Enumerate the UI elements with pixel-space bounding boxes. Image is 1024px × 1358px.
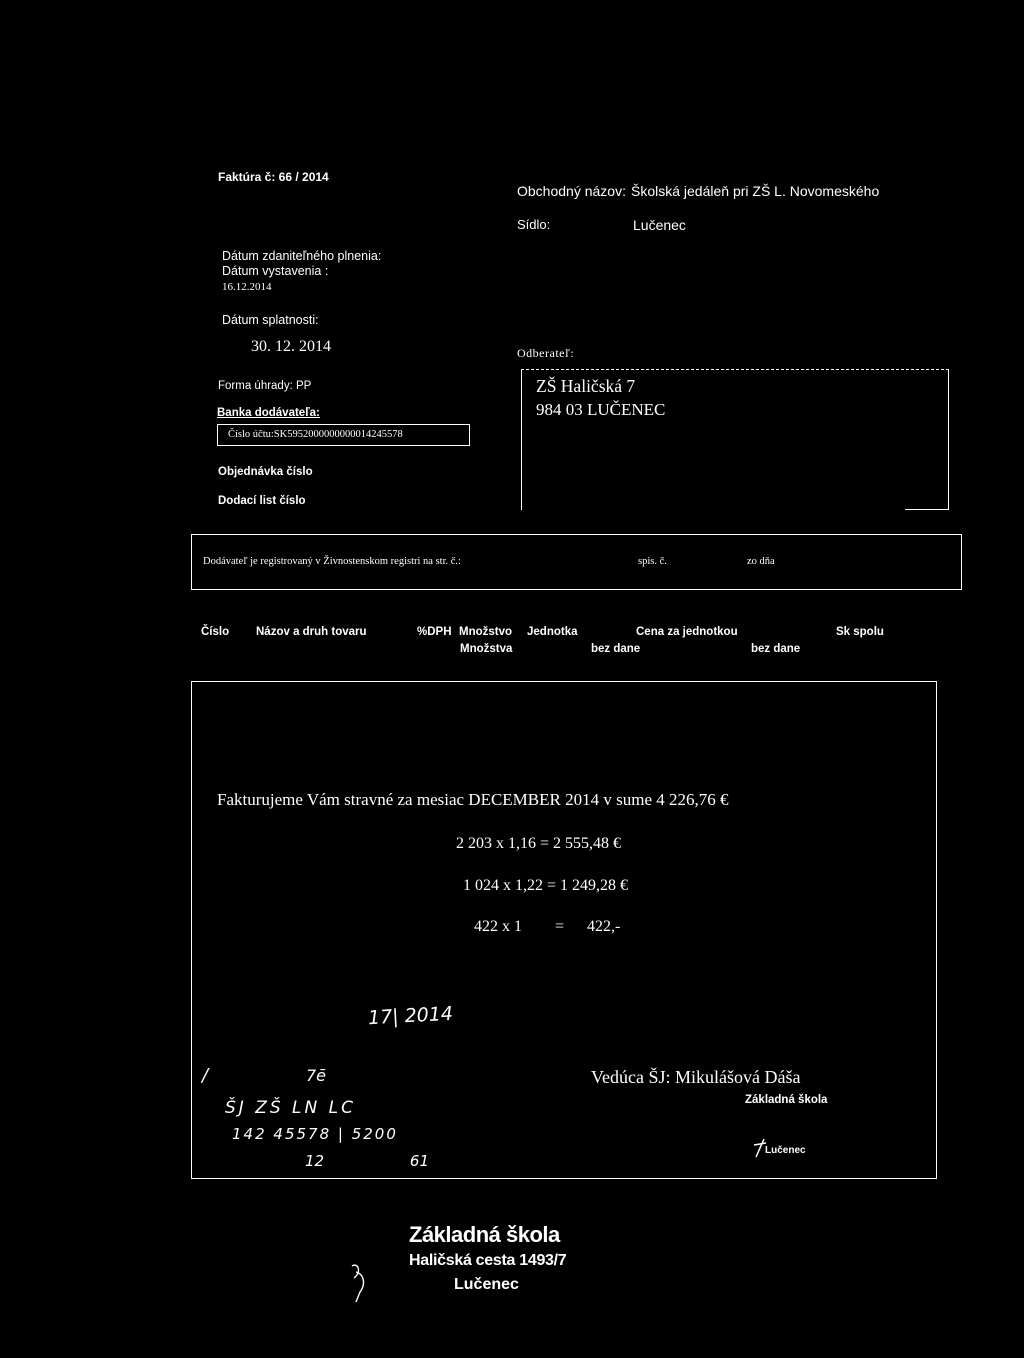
trade-name-label: Obchodný názov: bbox=[517, 183, 626, 199]
order-number-label: Objednávka číslo bbox=[218, 466, 313, 478]
signatory: Vedúca ŠJ: Mikulášová Dáša bbox=[591, 1067, 801, 1087]
footer-signature-icon bbox=[348, 1262, 372, 1304]
delivery-note-label: Dodací list číslo bbox=[218, 495, 306, 507]
col-unit-price: Cena za jednotkou bbox=[636, 626, 738, 638]
issue-date-label: Dátum vystavenia : bbox=[222, 264, 329, 278]
hand-stamp-line2: 142 45578 | 5200 bbox=[232, 1125, 398, 1143]
bank-label: Banka dodávateľa: bbox=[217, 407, 320, 419]
customer-label: Odberateľ: bbox=[517, 346, 575, 360]
due-date-value: 30. 12. 2014 bbox=[251, 338, 331, 355]
invoice-title: Faktúra č: 66 / 2014 bbox=[218, 170, 329, 184]
stamp-city: Lučenec bbox=[765, 1145, 806, 1156]
col-excl-tax-2: bez dane bbox=[751, 643, 801, 655]
payment-form: Forma úhrady: PP bbox=[218, 380, 312, 392]
col-unit: Jednotka bbox=[527, 626, 578, 638]
taxable-date-label: Dátum zdaniteľného plnenia: bbox=[222, 249, 382, 263]
footer-stamp-line3: Lučenec bbox=[454, 1276, 519, 1293]
calc-line-1: 2 203 x 1,16 = 2 555,48 € bbox=[456, 835, 622, 852]
account-number: Číslo účtu:SK5952000000000014245578 bbox=[228, 429, 403, 440]
hand-mark-2: 7ē bbox=[306, 1066, 327, 1085]
seat-value: Lučenec bbox=[633, 217, 686, 233]
customer-box-bottom bbox=[905, 509, 949, 510]
calc-line-3-eq: = bbox=[555, 918, 565, 935]
col-number: Číslo bbox=[201, 626, 230, 638]
col-excl-tax-1: bez dane bbox=[591, 643, 641, 655]
customer-box-left bbox=[521, 369, 522, 510]
col-total: Sk spolu bbox=[836, 626, 884, 638]
registration-text: Dodávateľ je registrovaný v Živnostenskom registri na str. č.: bbox=[203, 556, 461, 567]
col-vat: %DPH bbox=[417, 626, 452, 638]
due-date-label: Dátum splatnosti: bbox=[222, 313, 319, 327]
calc-line-2: 1 024 x 1,22 = 1 249,28 € bbox=[463, 877, 629, 894]
col-name: Názov a druh tovaru bbox=[256, 626, 367, 638]
customer-box-top bbox=[521, 369, 949, 371]
customer-line2: 984 03 LUČENEC bbox=[536, 400, 666, 419]
stamp-school: Základná škola bbox=[745, 1094, 828, 1106]
customer-line1: ZŠ Haličská 7 bbox=[536, 376, 636, 396]
footer-stamp-line2: Haličská cesta 1493/7 bbox=[409, 1252, 567, 1269]
seat-label: Sídlo: bbox=[517, 217, 551, 232]
issue-date-value: 16.12.2014 bbox=[222, 281, 272, 293]
hand-stamp-line3: 12 61 bbox=[305, 1152, 429, 1170]
trade-name-value: Školská jedáleň pri ZŠ L. Novomeského bbox=[631, 183, 880, 199]
calc-line-3-right: 422,- bbox=[587, 918, 621, 935]
calc-line-3-left: 422 x 1 bbox=[474, 918, 522, 935]
col-quantity-sub: Množstva bbox=[460, 643, 513, 655]
registration-from-day: zo dňa bbox=[747, 556, 775, 567]
handwritten-date: 17| 2014 bbox=[367, 1002, 454, 1030]
signature-stroke-icon bbox=[752, 1137, 768, 1159]
col-quantity: Množstvo bbox=[459, 626, 513, 638]
invoice-main-text: Fakturujeme Vám stravné za mesiac DECEMBER 2014 v sume 4 226,76 € bbox=[217, 790, 729, 809]
hand-mark: / bbox=[202, 1065, 209, 1086]
customer-box-right bbox=[948, 369, 949, 510]
hand-stamp-line1: ŠJ ZŠ LN LC bbox=[225, 1098, 356, 1118]
footer-stamp-line1: Základná škola bbox=[409, 1222, 560, 1247]
registration-file-no: spis. č. bbox=[638, 556, 667, 567]
